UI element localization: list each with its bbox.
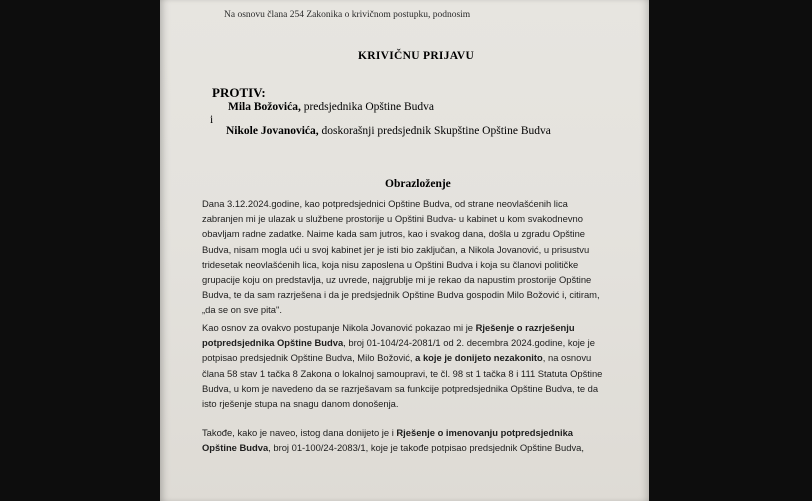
paragraph-2 (202, 320, 647, 411)
accused-party-1 (228, 101, 434, 113)
paragraph-3 (202, 425, 647, 455)
accused-2-role: doskorašnji predsjednik Skupštine Opštine Budva (321, 125, 551, 137)
conjunction: i (210, 114, 214, 126)
paragraph-3-text-1: Takođe, kako je naveo, istog dana donijeto je i (202, 427, 397, 438)
paragraph-2-text-3: , na osnovu člana 58 stav 1 tačka 8 Zakona o lokalnoj samoupravi, te čl. 98 st 1 tačka 8 i 111 Statuta Opštine Budva, u kom je navedeno da se razrješavam sa funkcije potpredsjednika Opštine Budva, te da isto rješenje stupa na snagu danom donošenja. (202, 352, 603, 410)
paragraph-3-text-2: , broj 01-100/24-2083/1, koje je takođe potpisao predsjednik Opštine Budva, (268, 442, 584, 454)
accused-party-2 (226, 125, 551, 137)
intro-line: Na osnovu člana 254 Zakonika o krivičnom postupku, podnosim (224, 10, 471, 20)
against-label: PROTIV: (212, 85, 266, 100)
paragraph-3-bold-1: Rješenje o imenovanju potpredsjednika Opštine Budva (202, 427, 574, 454)
accused-1-role: predsjednika Opštine Budva (303, 101, 435, 113)
paragraph-2-text-1: Kao osnov za ovakvo postupanje Nikola Jovanović pokazao mi je (202, 322, 476, 333)
accused-1-name: Mila Božovića, (228, 101, 301, 113)
paragraph-2-bold-2: a koje je donijeto nezakonito (415, 352, 543, 364)
paragraph-2-text-2: , broj 01-104/24-2081/1 od 2. decembra 2024.godine, koje je potpisao predsjednik Opštine Budva, Milo Božović, (202, 337, 595, 364)
paragraph-2-bold-1: Rješenje o razrješenju potpredsjednika Opštine Budva (202, 322, 575, 349)
paragraph-1: Dana 3.12.2024.godine, kao potpredsjednici Opštine Budva, od strane neovlašćenih lica zabranjen mi je ulazak u službene prostorije u Opštini Budva- u kabinet u kom svakodnevno obavljam radne zadatke. Naime kada sam jutros, kao i svakog dana, došla u zgradu Opštine Budva, nisam mogla ući u svoj kabinet jer je isti bio zaključan, a Nikola Jovanović, u prisustvu tridesetak neovlašćenih lica, koja nisu zaposlena u Opštini Budva i koja su članovi političke grupacije koju on predstavlja, uz uvrede, najgrublje mi je rekao da napustim prostorije Opštine Budva, te da sam razrješena i da je predsjednik Opštine Budva gospodin Milo Božović i, citiram, „da se on sve pita". (202, 198, 600, 316)
document-title: KRIVIČNU PRIJAVU (358, 50, 475, 62)
accused-2-name: Nikole Jovanovića, (226, 125, 319, 137)
section-heading: Obrazloženje (385, 178, 451, 190)
